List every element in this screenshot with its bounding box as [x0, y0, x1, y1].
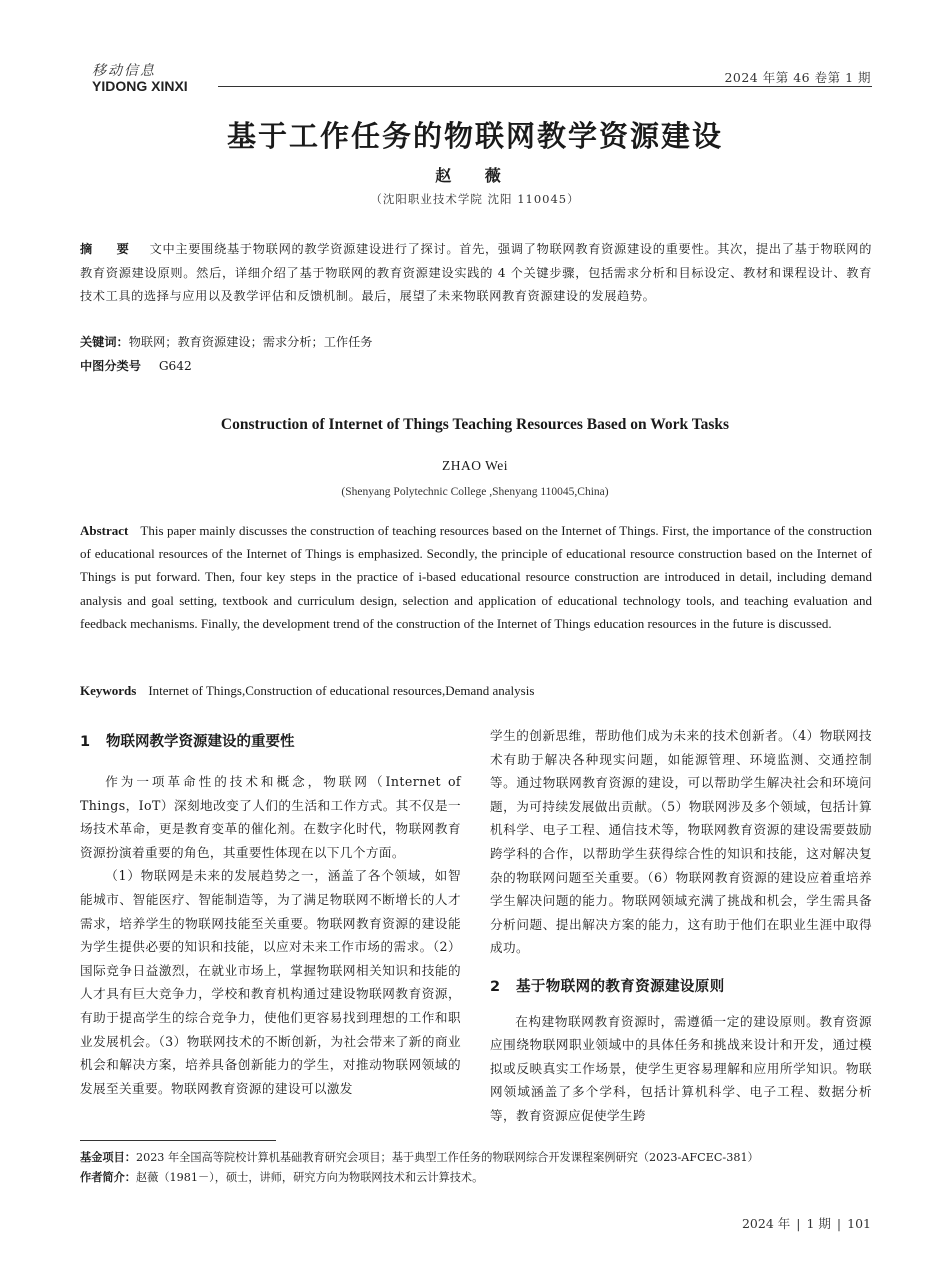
- english-keywords-text: Internet of Things,Construction of educational resources,Demand analysis: [148, 683, 535, 698]
- english-author: ZHAO Wei: [441, 458, 509, 473]
- footnotes: [80, 1148, 880, 1188]
- keywords-label: 关键词：: [80, 335, 129, 349]
- footer-year: 2024 年: [741, 1216, 791, 1231]
- author-note: [80, 1168, 880, 1188]
- keywords-text: 物联网；教育资源建设；需求分析；工作任务: [128, 335, 373, 349]
- fund-text: 2023 年全国高等院校计算机基础教育研究会项目；基于典型工作任务的物联网综合开发课程案例研究（2023-AFCEC-381）: [135, 1151, 759, 1164]
- english-title: Construction of Internet of Things Teaching Resources Based on Work Tasks: [220, 416, 730, 433]
- journal-pinyin: YIDONG XINXI: [92, 78, 188, 94]
- section-1-number: 1: [80, 734, 91, 750]
- chinese-keywords: [80, 333, 373, 350]
- english-keywords-label: Keywords: [80, 683, 137, 698]
- page-number: 101: [847, 1216, 871, 1231]
- section-1-heading: [80, 730, 295, 751]
- classification-number: [80, 357, 192, 374]
- page-footer: 2024 年 | 1 期 | 101: [741, 1216, 871, 1231]
- author-bio-label: 作者简介：: [80, 1171, 136, 1184]
- author-bio-text: 赵薇（1981－），硕士，讲师，研究方向为物联网技术和云计算技术。: [135, 1171, 484, 1184]
- section-1-paragraph-1: 作为一项革命性的技术和概念，物联网（Internet of Things，IoT）深刻地改变了人们的生活和工作方式。其不仅是一场技术革命，更是教育变革的催化剂。在数字化时代，物联网教育资源扮演着重要的角色，其重要性体现在以下几个方面。: [80, 774, 461, 860]
- english-affiliation: (Shenyang Polytechnic College ,Shenyang 110045,China): [341, 486, 609, 498]
- classification-label: 中图分类号: [80, 359, 141, 373]
- section-1-title: 物联网教学资源建设的重要性: [106, 734, 295, 750]
- header-rule: [218, 86, 872, 87]
- author-affiliation: （沈阳职业技术学院 沈阳 110045）: [370, 192, 580, 206]
- fund-note: [80, 1148, 880, 1168]
- chinese-abstract: [80, 238, 872, 309]
- english-abstract-label: Abstract: [80, 523, 129, 538]
- abstract-label: 摘 要: [80, 242, 139, 256]
- english-keywords: [80, 683, 534, 699]
- section-2-number: 2: [490, 978, 501, 995]
- english-abstract-text: This paper mainly discusses the construction of teaching resources based on the Internet of Things. First, the importance of the construction of educational resources of the Internet of Things is emphasized. Secondly, the principle of educational resource construction based on the Internet of Things is put forward. Then, four key steps in the practice of i-based educational resource construction are introduced in detail, including demand analysis and goal setting, textbook and curriculum design, selection and application of educational technology tools, and teaching evaluation and feedback mechanisms. Finally, the development trend of the construction of the Internet of Things education resources in the future is discussed.: [80, 523, 872, 631]
- section-1-paragraph-2: （1）物联网是未来的发展趋势之一，涵盖了各个领域，如智能城市、智能医疗、智能制造等，为了满足物联网不断增长的人才需求，培养学生的物联网技能至关重要。物联网教育资源的建设能为学生提供必要的知识和技能，以应对未来工作市场的需求。（2）国际竞争日益激烈，在就业市场上，掌握物联网相关知识和技能的人才具有巨大竞争力，学校和教育机构通过建设物联网教育资源，有助于提高学生的综合竞争力，使他们更容易找到理想的工作和职业发展机会。（3）物联网技术的不断创新，为社会带来了新的商业机会和解决方案，培养具备创新能力的学生，对推动物联网领域的发展至关重要。物联网教育资源的建设可以激发: [80, 868, 461, 1096]
- issue-info: 2024 年第 46 卷第 1 期: [724, 70, 871, 85]
- footnote-rule: [80, 1140, 276, 1141]
- journal-name: 移动信息: [92, 63, 156, 79]
- section-2-paragraph-1: 在构建物联网教育资源时，需遵循一定的建设原则。教育资源应围绕物联网职业领域中的具体任务和挑战来设计和开发，通过模拟或反映真实工作场景，使学生更容易理解和应用所学知识。物联网领域涵盖了多个学科，包括计算机科学、电子工程、数据分析等，教育资源应促使学生跨: [490, 1013, 872, 1123]
- footer-issue: 1 期: [806, 1216, 831, 1231]
- classification-value: G642: [158, 359, 192, 373]
- english-abstract: [80, 519, 872, 635]
- section-2-heading: [490, 976, 872, 1000]
- section-1-paragraph-3: 学生的创新思维，帮助他们成为未来的技术创新者。（4）物联网技术有助于解决各种现实问题，如能源管理、环境监测、交通控制等。通过物联网教育资源的建设，可以帮助学生解决社会和环境问题，为可持续发展做出贡献。（5）物联网涉及多个领域，包括计算机科学、电子工程、通信技术等，物联网教育资源的建设需要鼓励跨学科的合作，以帮助学生获得综合性的知识和技能，这对解决复杂的物联网问题至关重要。（6）物联网教育资源的建设应着重培养学生解决问题的能力。物联网领域充满了挑战和机会，学生需具备分析问题、提出解决方案的能力，这有助于他们在职业生涯中取得成功。: [490, 728, 872, 956]
- abstract-text: 文中主要围绕基于物联网的教学资源建设进行了探讨。首先，强调了物联网教育资源建设的重要性。其次，提出了基于物联网的教育资源建设原则。然后，详细介绍了基于物联网的教育资源建设实践的 4 个关键步骤，包括需求分析和目标设定、教材和课程设计、教育技术工具的选择与应用以及教学评估和反馈机制。最后，展望了未来物联网教育资源建设的发展趋势。: [80, 242, 872, 303]
- right-column: [490, 724, 872, 1128]
- fund-label: 基金项目：: [80, 1151, 136, 1164]
- paper-title: 基于工作任务的物联网教学资源建设: [226, 119, 723, 153]
- author-name: 赵 薇: [435, 166, 515, 185]
- section-2-title: 基于物联网的教育资源建设原则: [516, 978, 725, 995]
- left-column: [80, 770, 461, 1100]
